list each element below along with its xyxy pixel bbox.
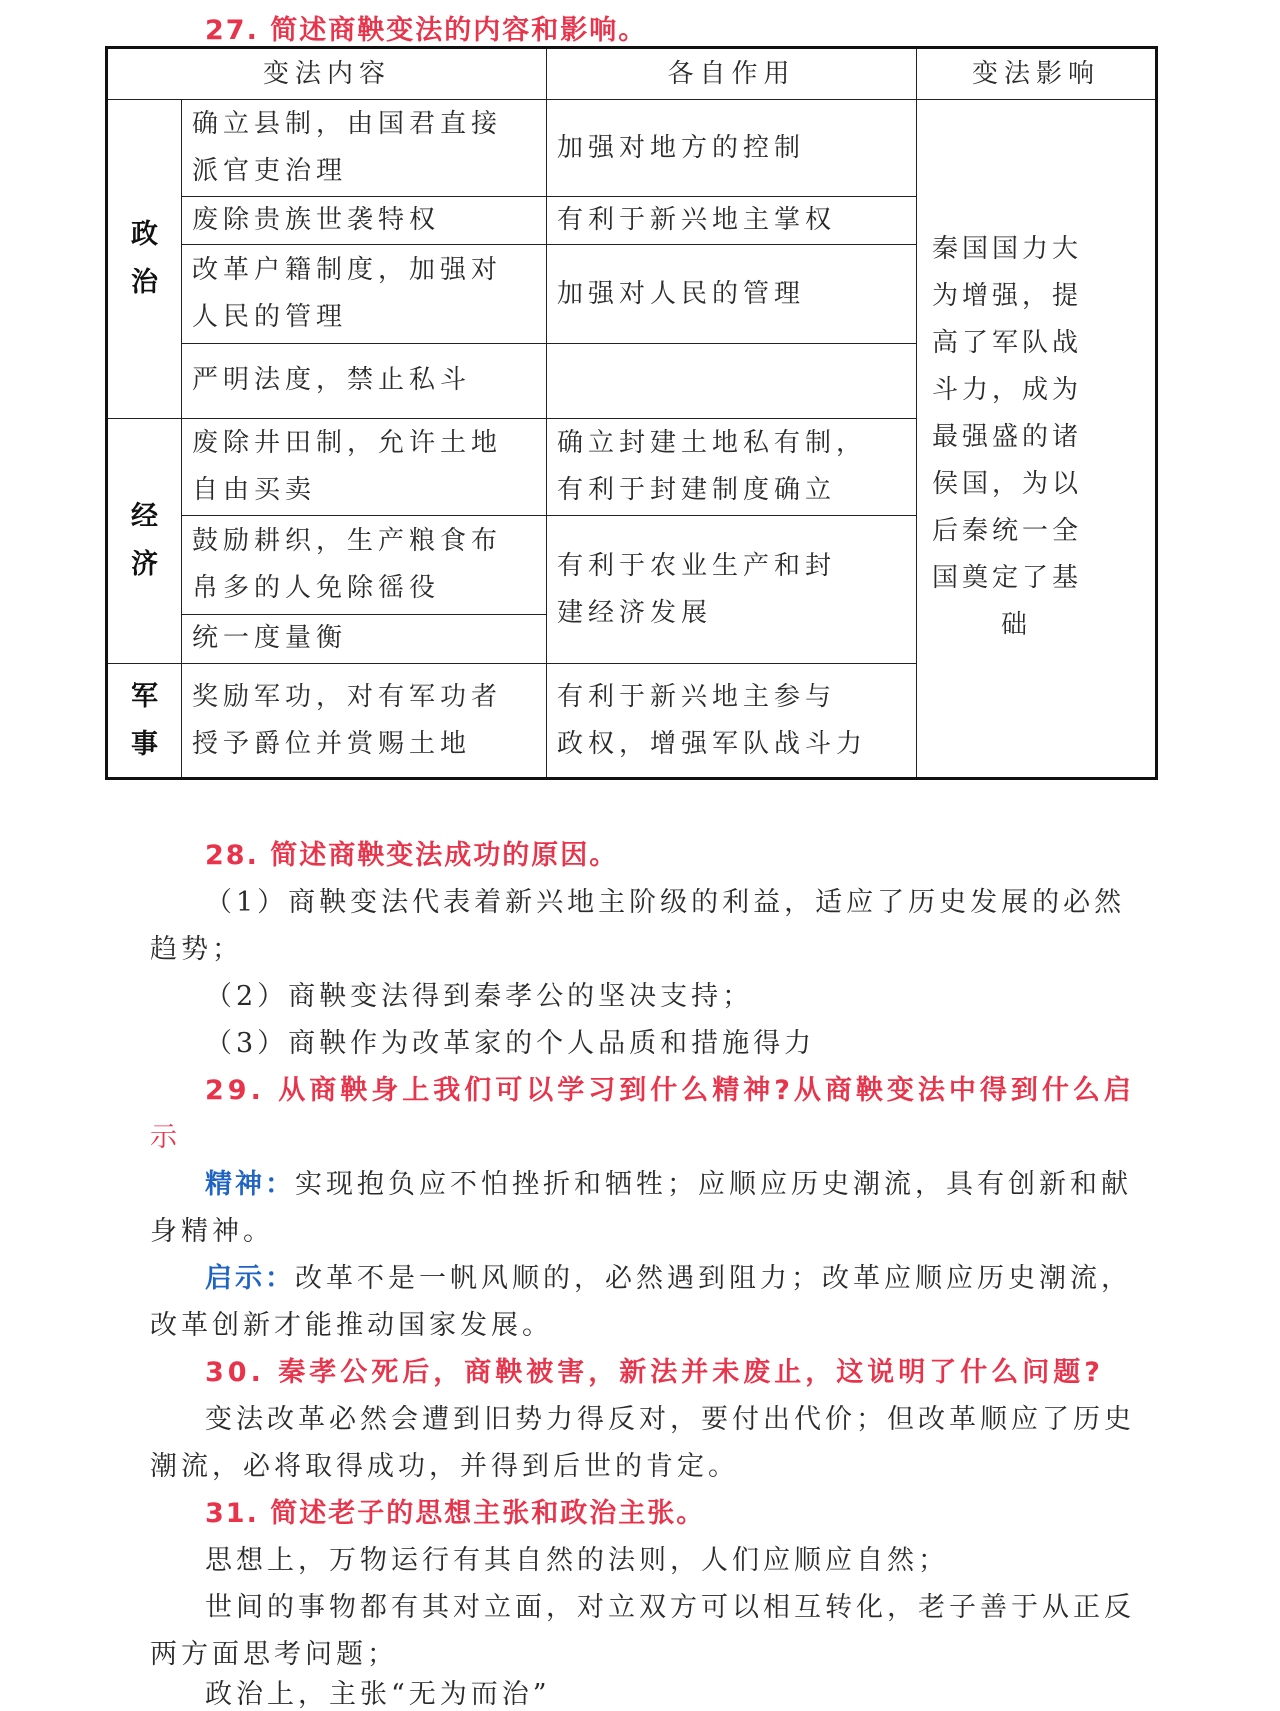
- category-economy: 经 济: [107, 418, 182, 664]
- q28-point-1: （1）商鞅变法代表着新兴地主阶级的利益，适应了历史发展的必然: [205, 887, 1126, 918]
- q28-point-3: （3）商鞅作为改革家的个人品质和措施得力: [205, 1028, 816, 1059]
- spirit-label: 精神：: [205, 1169, 295, 1200]
- effect-cell: 确立封建土地私有制， 有利于封建制度确立: [547, 418, 917, 516]
- q30-answer: 变法改革必然会遭到旧势力得反对，要付出代价；但改革顺应了历史: [205, 1404, 1135, 1435]
- question-29-title-cont: 示: [150, 1122, 177, 1153]
- category-military: 军 事: [107, 664, 182, 779]
- header-effect: 各自作用: [547, 48, 917, 100]
- insight-label: 启示：: [205, 1263, 295, 1294]
- question-29-title: 29. 从商鞅身上我们可以学习到什么精神?从商鞅变法中得到什么启: [205, 1075, 1135, 1106]
- content-cell: 统一度量衡: [182, 614, 547, 663]
- impact-text-end: 础: [1001, 610, 1032, 641]
- insight-text: 改革不是一帆风顺的，必然遇到阻力；改革应顺应历史潮流，: [295, 1263, 1132, 1294]
- q29-spirit: [205, 1162, 1132, 1201]
- question-31-title: 31. 简述老子的思想主张和政治主张。: [205, 1498, 706, 1529]
- impact-text: 秦国国力大 为增强，提 高了军队战 斗力，成为 最强盛的诸 侯国，为以 后秦统一全 国奠定了基: [932, 234, 1083, 594]
- content-cell: 严明法度，禁止私斗: [182, 344, 547, 419]
- header-impact: 变法影响: [917, 48, 1157, 100]
- question-30-title: 30. 秦孝公死后，商鞅被害，新法并未废止，这说明了什么问题?: [205, 1357, 1104, 1388]
- content-cell: 改革户籍制度，加强对 人民的管理: [182, 245, 547, 344]
- q31-line-1: 思想上，万物运行有其自然的法则，人们应顺应自然；: [205, 1545, 949, 1576]
- effect-cell: 有利于新兴地主参与 政权，增强军队战斗力: [547, 664, 917, 779]
- category-politics: 政 治: [107, 100, 182, 418]
- header-content: 变法内容: [107, 48, 547, 100]
- effect-cell: [547, 344, 917, 419]
- content-cell: 鼓励耕织，生产粮食布 帛多的人免除徭役: [182, 516, 547, 615]
- q28-point-1-cont: 趋势；: [150, 934, 243, 965]
- content-cell: 确立县制，由国君直接 派官吏治理: [182, 100, 547, 197]
- content-cell: 废除贵族世袭特权: [182, 197, 547, 245]
- q28-point-2: （2）商鞅变法得到秦孝公的坚决支持；: [205, 981, 754, 1012]
- q29-insight: [205, 1256, 1132, 1295]
- question-28-title: 28. 简述商鞅变法成功的原因。: [205, 840, 619, 871]
- q29-spirit-cont: 身精神。: [150, 1216, 274, 1247]
- question-27-title: 27. 简述商鞅变法的内容和影响。: [205, 15, 648, 46]
- impact-cell: [917, 100, 1157, 779]
- effect-cell: 加强对地方的控制: [547, 100, 917, 197]
- q31-line-3: 两方面思考问题；: [150, 1639, 398, 1670]
- effect-cell: 有利于新兴地主掌权: [547, 197, 917, 245]
- q29-insight-cont: 改革创新才能推动国家发展。: [150, 1310, 553, 1341]
- content-cell: 奖励军功，对有军功者 授予爵位并赏赐土地: [182, 664, 547, 779]
- spirit-text: 实现抱负应不怕挫折和牺牲；应顺应历史潮流，具有创新和献: [295, 1169, 1132, 1200]
- q30-answer-cont: 潮流，必将取得成功，并得到后世的肯定。: [150, 1451, 739, 1482]
- reform-table: [105, 46, 1158, 780]
- effect-cell: 有利于农业生产和封 建经济发展: [547, 516, 917, 664]
- effect-cell: 加强对人民的管理: [547, 245, 917, 344]
- content-cell: 废除井田制，允许土地 自由买卖: [182, 418, 547, 516]
- q31-line-2: 世间的事物都有其对立面，对立双方可以相互转化，老子善于从正反: [205, 1592, 1135, 1623]
- q31-line-4: 政治上，主张“无为而治”: [205, 1679, 551, 1710]
